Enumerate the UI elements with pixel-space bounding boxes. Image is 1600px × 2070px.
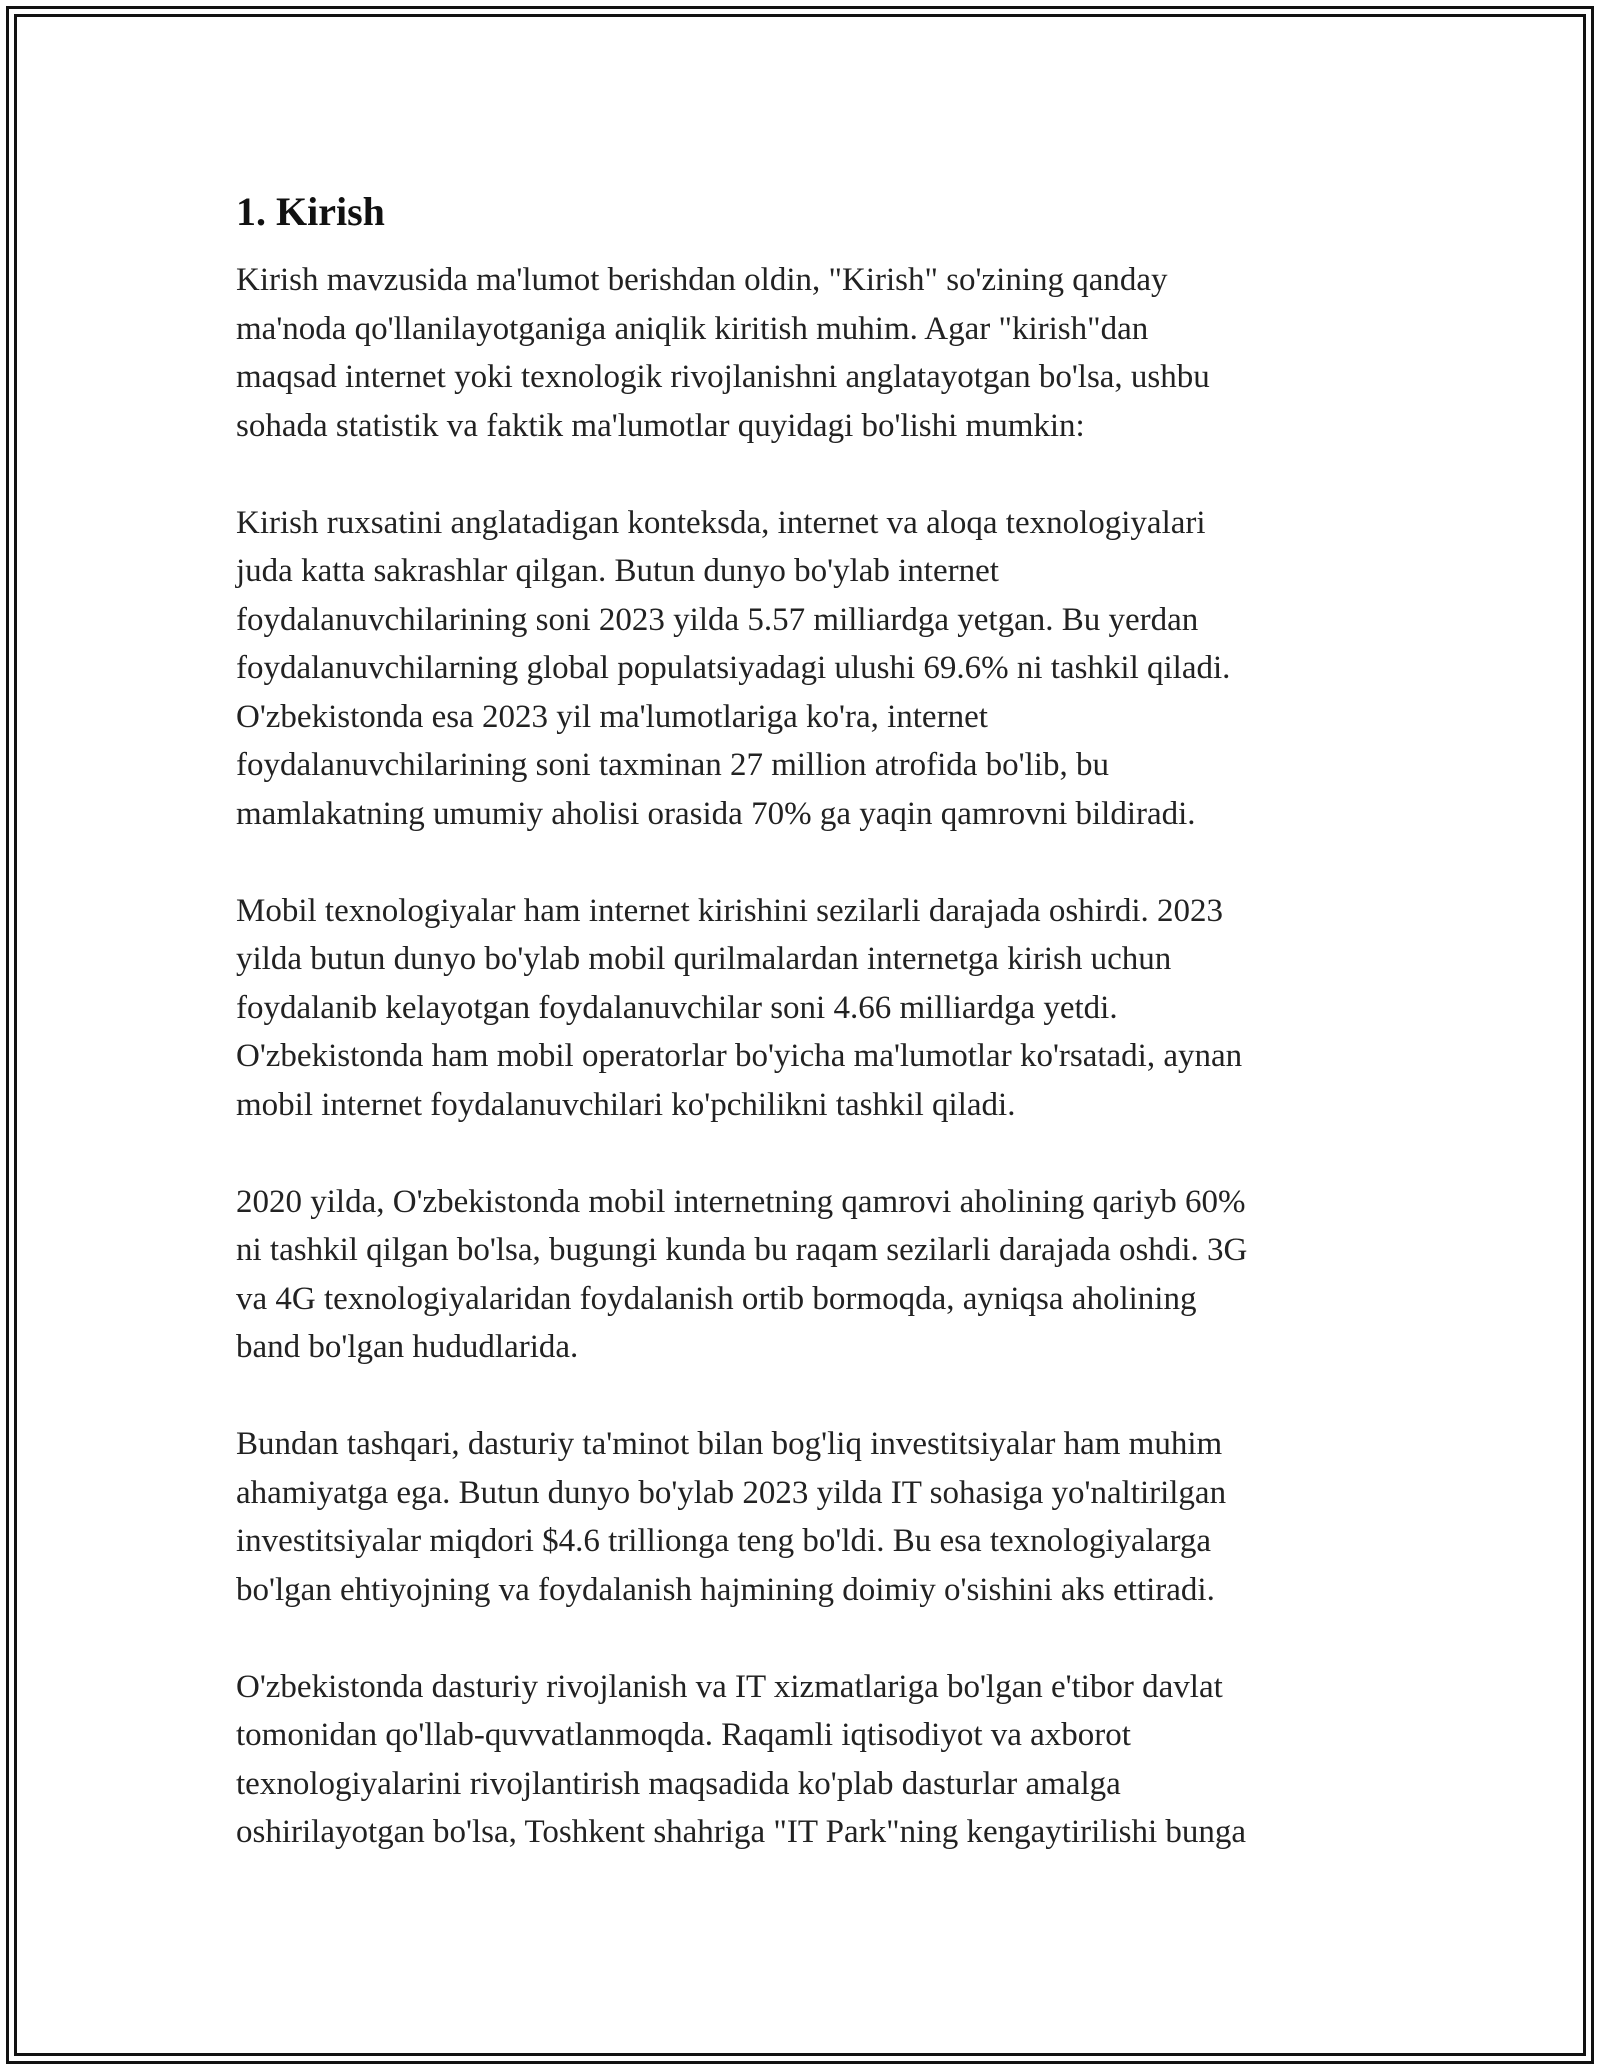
paragraph-it-support	[236, 1663, 1386, 1857]
paragraph-mobile-coverage	[236, 1178, 1386, 1372]
document-body	[236, 186, 1386, 1905]
text-line: Kirish mavzusida ma'lumot berishdan oldin, "Kirish" so'zining qanday	[236, 262, 1168, 298]
text-line: O'zbekistonda dasturiy rivojlanish va IT xizmatlariga bo'lgan e'tibor davlat	[236, 1668, 1223, 1705]
text-line: yilda butun dunyo bo'ylab mobil qurilmalardan internetga kirish uchun	[236, 941, 1172, 977]
text-line: O'zbekistonda esa 2023 yil ma'lumotlariga ko'ra, internet	[236, 698, 988, 735]
text-line: oshirilayotgan bo'lsa, Toshkent shahriga "IT Park"ning kengaytirilishi bunga	[236, 1814, 1247, 1850]
text-line: Mobil texnologiyalar ham internet kirishini sezilarli darajada oshirdi. 2023	[236, 892, 1224, 929]
text-line: ahamiyatga ega. Butun dunyo bo'ylab 2023 yilda IT sohasiga yo'naltirilgan	[236, 1474, 1227, 1511]
text-line: 2020 yilda, O'zbekistonda mobil internetning qamrovi aholining qariyb 60%	[236, 1183, 1246, 1220]
text-line: maqsad internet yoki texnologik rivojlanishni anglatayotgan bo'lsa, ushbu	[236, 359, 1210, 395]
text-line: band bo'lgan hududlarida.	[236, 1329, 579, 1365]
text-line: tomonidan qo'llab-quvvatlanmoqda. Raqamli iqtisodiyot va axborot	[236, 1717, 1131, 1753]
paragraph-internet-access	[236, 499, 1386, 839]
paragraph-investments	[236, 1420, 1386, 1614]
text-line: Kirish ruxsatini anglatadigan konteksda, internet va aloqa texnologiyalari	[236, 504, 1206, 541]
paragraph-mobile-tech	[236, 887, 1386, 1130]
text-line: foydalanuvchilarining soni taxminan 27 million atrofida bo'lib, bu	[236, 747, 1109, 783]
text-line: mobil internet foydalanuvchilari ko'pchilikni tashkil qiladi.	[236, 1086, 1016, 1123]
text-line: foydalanuvchilarining soni 2023 yilda 5.57 milliardga yetgan. Bu yerdan	[236, 601, 1199, 638]
text-line: investitsiyalar miqdori $4.6 trillionga teng bo'ldi. Bu esa texnologiyalarga	[236, 1523, 1211, 1559]
text-line: texnologiyalarini rivojlantirish maqsadida ko'plab dasturlar amalga	[236, 1765, 1121, 1802]
text-line: ni tashkil qilgan bo'lsa, bugungi kunda bu raqam sezilarli darajada oshdi. 3G	[236, 1232, 1248, 1268]
text-line: juda katta sakrashlar qilgan. Butun dunyo bo'ylab internet	[236, 553, 999, 589]
text-line: foydalanuvchilarning global populatsiyadagi ulushi 69.6% ni tashkil qiladi.	[236, 650, 1231, 686]
text-line: foydalanib kelayotgan foydalanuvchilar soni 4.66 milliardga yetdi.	[236, 989, 1118, 1026]
text-line: bo'lgan ehtiyojning va foydalanish hajmining doimiy o'sishini aks ettiradi.	[236, 1571, 1215, 1608]
section-heading: 1. Kirish	[236, 189, 385, 234]
text-line: O'zbekistonda ham mobil operatorlar bo'yicha ma'lumotlar ko'rsatadi, aynan	[236, 1038, 1243, 1074]
text-line: va 4G texnologiyalaridan foydalanish ortib bormoqda, ayniqsa aholining	[236, 1280, 1197, 1317]
text-line: ma'noda qo'llanilayotganiga aniqlik kiritish muhim. Agar "kirish"dan	[236, 310, 1149, 347]
text-line: Bundan tashqari, dasturiy ta'minot bilan bog'liq investitsiyalar ham muhim	[236, 1426, 1223, 1462]
paragraph-intro	[236, 256, 1386, 450]
text-line: sohada statistik va faktik ma'lumotlar quyidagi bo'lishi mumkin:	[236, 407, 1085, 444]
text-line: mamlakatning umumiy aholisi orasida 70% ga yaqin qamrovni bildiradi.	[236, 795, 1196, 832]
